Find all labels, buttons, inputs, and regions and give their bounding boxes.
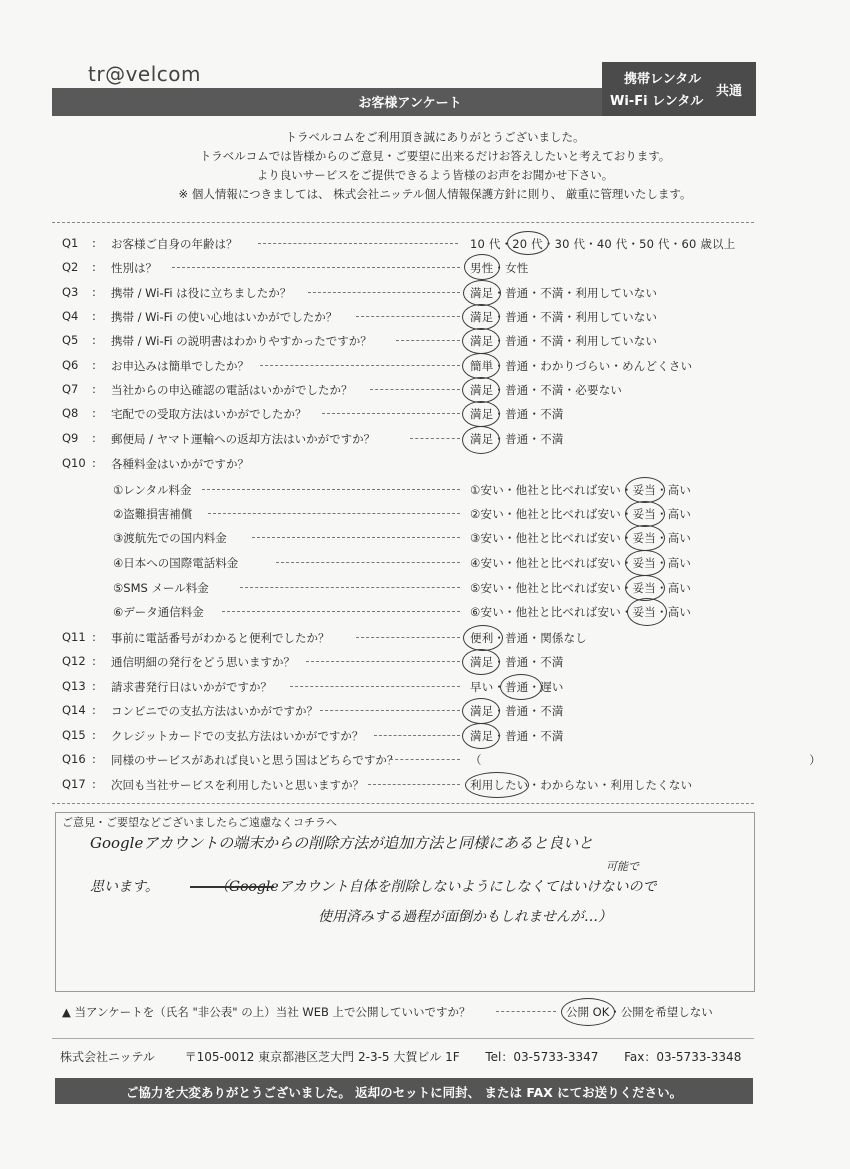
question-text: 同様のサービスがあれば良いと思う国はどちらですか？ <box>111 753 399 767</box>
price-item-row <box>0 482 850 504</box>
leader-line <box>258 243 458 244</box>
leader-line <box>172 267 460 268</box>
question-row <box>0 358 850 380</box>
question-number: Q4 <box>62 309 79 323</box>
answer-circle <box>625 550 665 576</box>
leader-line <box>322 413 460 414</box>
question-number: Q14 <box>62 703 86 717</box>
leader-line <box>240 587 460 588</box>
leader-line <box>356 637 460 638</box>
intro-line: ※ 個人情報につきましては、 株式会社ニッテル個人情報保護方針に則り、 厳重に管理いたします。 <box>178 187 692 201</box>
price-item-row <box>0 604 850 626</box>
leader-line <box>390 759 460 760</box>
colon: : <box>92 654 96 668</box>
leader-line <box>496 1011 556 1012</box>
footer-message: ご協力を大変ありがとうございました。 返却のセットに同封、 または FAX にてお送りください。 <box>125 1085 683 1100</box>
colon: : <box>92 382 96 396</box>
question-text: 事前に電話番号がわかると便利でしたか？ <box>111 631 330 645</box>
comment-handwriting-note: 可能で <box>606 860 639 873</box>
answer-circle <box>463 280 501 306</box>
answer-options[interactable]: 満足・普通・不満・利用していない <box>470 334 658 348</box>
answer-options[interactable]: 10 代・20 代・30 代・40 代・50 代・60 歳以上 <box>470 237 736 251</box>
leader-line <box>290 686 460 687</box>
answer-options[interactable]: ①安い・他社と比べれば安い・妥当・高い <box>470 483 692 497</box>
price-item-row <box>0 580 850 602</box>
intro-text <box>120 128 750 204</box>
leader-line <box>308 292 460 293</box>
answer-options[interactable]: 満足・普通・不満 <box>470 704 564 718</box>
answer-circle <box>462 353 500 379</box>
comment-label: ご意見・ご要望などございましたらご遠慮なくコチラへ <box>62 816 337 829</box>
answer-circle <box>462 649 500 675</box>
leader-line <box>370 389 460 390</box>
question-text: 性別は？ <box>111 261 157 275</box>
price-item-label: ⑥データ通信料金 <box>113 605 204 619</box>
question-text: 通信明細の発行をどう思いますか？ <box>111 655 295 669</box>
colon: : <box>92 309 96 323</box>
question-text: 各種料金はいかがですか？ <box>111 457 249 471</box>
leader-line <box>222 611 460 612</box>
question-number: Q5 <box>62 333 79 347</box>
question-number: Q2 <box>62 260 79 274</box>
leader-line <box>356 316 460 317</box>
answer-circle <box>507 231 549 255</box>
question-row <box>0 406 850 428</box>
answer-circle <box>561 998 615 1026</box>
section-divider <box>52 803 754 804</box>
question-number: Q12 <box>62 654 86 668</box>
company-address: 〒105-0012 東京都港区芝大門 2-3-5 大賀ビル 1F <box>184 1050 460 1064</box>
answer-circle <box>627 598 667 626</box>
price-item-label: ③渡航先での国内料金 <box>113 531 227 545</box>
badge-wifi-rental: Wi-Fi レンタル <box>610 94 704 109</box>
question-number: Q3 <box>62 285 79 299</box>
question-text: 請求書発行日はいかがですか？ <box>111 680 272 694</box>
colon: : <box>92 236 96 250</box>
question-row <box>0 333 850 355</box>
question-row <box>0 456 850 478</box>
question-text: お客様ご自身の年齢は？ <box>111 237 238 251</box>
colon: : <box>92 630 96 644</box>
comment-handwriting-line: 使用済みする過程が面倒かもしれませんが…） <box>318 909 612 925</box>
answer-options[interactable]: ⑥安い・他社と比べれば安い・妥当・高い <box>470 605 692 619</box>
divider <box>52 1038 754 1039</box>
answer-options[interactable]: 男性・女性 <box>470 261 529 275</box>
comment-handwriting-line: 思います。 （Googleアカウント自体を削除しないようにしなくてはいけないので <box>90 879 657 895</box>
colon: : <box>92 285 96 299</box>
price-item-row <box>0 530 850 552</box>
colon: : <box>92 703 96 717</box>
answer-options[interactable]: 便利・普通・関係なし <box>470 631 587 645</box>
question-text: お申込みは簡単でしたか？ <box>111 359 249 373</box>
question-row <box>0 752 850 774</box>
question-row <box>0 431 850 453</box>
answer-options[interactable]: 満足・普通・不満 <box>470 407 564 421</box>
question-row <box>0 703 850 725</box>
intro-line: より良いサービスをご提供できるよう皆様のお声をお聞かせ下さい。 <box>256 168 614 182</box>
question-number: Q15 <box>62 728 86 742</box>
question-text: 携帯 / Wi-Fi の使い心地はいかがでしたか？ <box>111 310 338 324</box>
question-text: クレジットカードでの支払方法はいかがですか？ <box>111 729 364 743</box>
price-item-label: ④日本への国際電話料金 <box>113 556 239 570</box>
question-text: 携帯 / Wi-Fi は役に立ちましたか？ <box>111 286 292 300</box>
answer-circle <box>465 772 529 798</box>
colon: : <box>92 752 96 766</box>
answer-circle <box>462 401 500 427</box>
colon: : <box>92 456 96 470</box>
colon: : <box>92 260 96 274</box>
question-text: 郵便局 / ヤマト運輸への返却方法はいかがですか？ <box>111 432 376 446</box>
question-row <box>0 654 850 676</box>
answer-options[interactable]: 満足・普通・不満 <box>470 655 564 669</box>
answer-options[interactable]: 満足・普通・不満・必要ない <box>470 383 623 397</box>
badge-mobile-rental: 携帯レンタル <box>624 72 702 87</box>
country-field[interactable]: （ ） <box>470 753 821 767</box>
question-number: Q9 <box>62 431 79 445</box>
leader-line <box>396 340 460 341</box>
question-number: Q17 <box>62 777 86 791</box>
answer-circle <box>462 723 500 749</box>
question-row <box>0 236 850 258</box>
leader-line <box>410 438 460 439</box>
question-text: 携帯 / Wi-Fi の説明書はわかりやすかったですか？ <box>111 334 372 348</box>
question-number: Q6 <box>62 358 79 372</box>
company-fax: Fax：03-5733-3348 <box>624 1050 742 1064</box>
colon: : <box>92 333 96 347</box>
question-number: Q7 <box>62 382 79 396</box>
leader-line <box>276 562 460 563</box>
price-item-row <box>0 506 850 528</box>
answer-circle <box>625 501 665 527</box>
answer-options[interactable]: ⑤安い・他社と比べれば安い・妥当・高い <box>470 581 692 595</box>
price-item-row <box>0 555 850 577</box>
question-row <box>0 382 850 404</box>
answer-options[interactable]: ②安い・他社と比べれば安い・妥当・高い <box>470 507 692 521</box>
publish-options[interactable]: 公開 OK・公開を希望しない <box>566 1005 713 1019</box>
answer-options[interactable]: 満足・普通・不満 <box>470 729 564 743</box>
question-number: Q16 <box>62 752 86 766</box>
question-text: コンビニでの支払方法はいかがですか？ <box>111 704 318 718</box>
answer-options[interactable]: ③安い・他社と比べれば安い・妥当・高い <box>470 531 692 545</box>
question-text: 次回も当社サービスを利用したいと思いますか？ <box>111 778 364 792</box>
question-number: Q8 <box>62 406 79 420</box>
section-divider <box>52 222 754 223</box>
answer-circle <box>462 426 500 454</box>
colon: : <box>92 406 96 420</box>
answer-circle <box>462 698 500 724</box>
question-text: 当社からの申込確認の電話はいかがでしたか？ <box>111 383 353 397</box>
answer-circle <box>500 674 542 700</box>
colon: : <box>92 431 96 445</box>
question-row <box>0 777 850 799</box>
travelcom-logo: tr@velcom <box>88 62 201 86</box>
answer-circle <box>462 377 500 403</box>
question-row <box>0 309 850 331</box>
answer-options[interactable]: 満足・普通・不満 <box>470 432 564 446</box>
leader-line <box>202 489 460 490</box>
colon: : <box>92 358 96 372</box>
publish-question: ▲ 当アンケートを（氏名 "非公表" の上）当社 WEB 上で公開していいですか？ <box>62 1005 471 1019</box>
colon: : <box>92 728 96 742</box>
price-item-label: ⑤SMS メール料金 <box>113 581 209 595</box>
question-number: Q13 <box>62 679 86 693</box>
answer-circle <box>462 328 500 354</box>
answer-options[interactable]: 満足・普通・不満・利用していない <box>470 286 658 300</box>
leader-line <box>306 661 460 662</box>
survey-title: お客様アンケート <box>358 96 462 111</box>
leader-line <box>374 735 460 736</box>
badge-common: 共通 <box>716 84 743 99</box>
strike-through-mark <box>190 886 274 888</box>
leader-line <box>208 513 460 514</box>
answer-options[interactable]: 満足・普通・不満・利用していない <box>470 310 658 324</box>
answer-circle <box>463 625 503 651</box>
leader-line <box>252 537 460 538</box>
leader-line <box>260 365 460 366</box>
price-item-label: ①レンタル料金 <box>113 483 192 497</box>
question-row <box>0 630 850 652</box>
answer-options[interactable]: 利用したい・わからない・利用したくない <box>470 778 693 792</box>
question-number: Q1 <box>62 236 79 250</box>
answer-circle <box>462 304 500 330</box>
question-number: Q11 <box>62 630 86 644</box>
leader-line <box>368 784 460 785</box>
company-info <box>60 1048 741 1065</box>
company-tel: Tel：03-5733-3347 <box>485 1050 599 1064</box>
question-text: 宅配での受取方法はいかがでしたか？ <box>111 407 307 421</box>
colon: : <box>92 777 96 791</box>
question-row <box>0 728 850 750</box>
leader-line <box>320 710 460 711</box>
question-number: Q10 <box>62 456 86 470</box>
question-row <box>0 285 850 307</box>
question-row <box>0 679 850 701</box>
question-row <box>0 260 850 282</box>
answer-circle <box>625 525 665 551</box>
answer-options[interactable]: 早い・普通・遅い <box>470 680 564 694</box>
answer-circle <box>625 477 665 503</box>
intro-line: トラベルコムをご利用頂き誠にありがとうございました。 <box>285 130 585 144</box>
colon: : <box>92 679 96 693</box>
answer-circle <box>464 254 500 280</box>
answer-options[interactable]: ④安い・他社と比べれば安い・妥当・高い <box>470 556 692 570</box>
price-item-label: ②盗難損害補償 <box>113 507 193 521</box>
company-name: 株式会社ニッテル <box>60 1050 155 1064</box>
intro-line: トラベルコムでは皆様からのご意見・ご要望に出来るだけお答えしたいと考えております。 <box>199 149 671 163</box>
answer-options[interactable]: 簡単・普通・わかりづらい・めんどくさい <box>470 359 693 373</box>
comment-handwriting-line: Googleアカウントの端末からの削除方法が追加方法と同様にあると良いと <box>90 834 594 852</box>
